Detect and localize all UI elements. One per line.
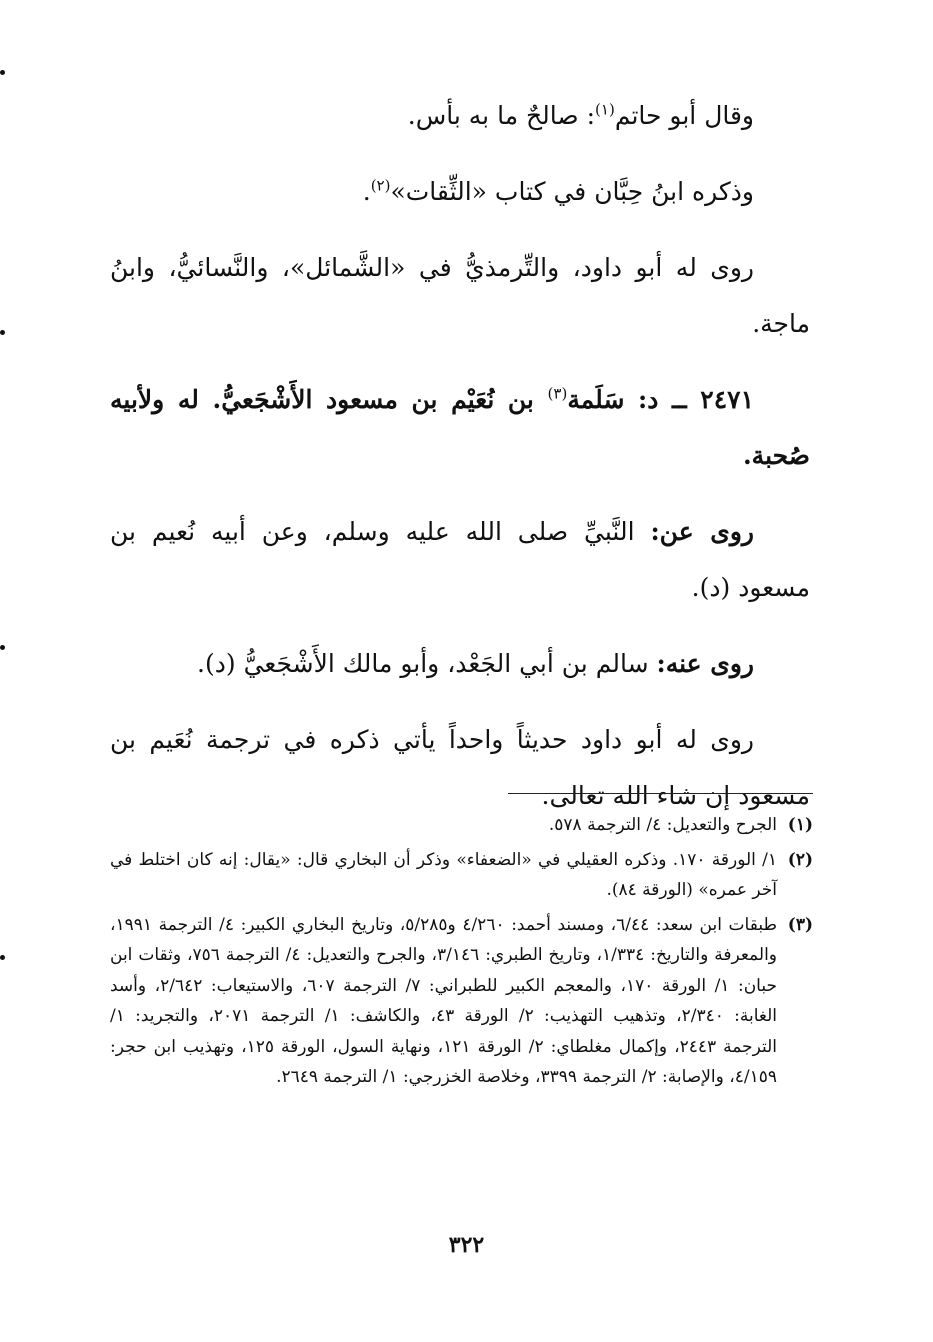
footnote-separator [508,793,813,794]
entry-heading-2471: ٢٤٧١ ــ د: سَلَمة$^{(٣)}$ بن نُعَيْم بن مسعود الأَشْجَعيُّ. له ولأبيه صُحبة. [110,384,810,470]
footnote-1: (١) الجرح والتعديل: ٤/ الترجمة ٥٧٨. [548,815,813,835]
paragraph-abu-hatim: وقال أبو حاتم$^{(١)}$: صالحٌ ما به بأس. [407,100,754,130]
paragraph-narrated-from: روى عن: النَّبيِّ صلى الله عليه وسلم، وعن أبيه نُعيم بن مسعود (د). [110,517,810,602]
entry-number: ٢٤٧١ ــ د: سَلَمة [567,385,755,414]
paragraph-narrated-by: روى عنه: سالم بن أبي الجَعْد، وأبو مالك الأَشْجَعيُّ (د). [197,649,754,678]
footnote-2: (٢) ١/ الورقة ١٧٠. وذكره العقيلي في «الضعفاء» وذكر أن البخاري قال: «يقال: إنه كان اختلط في آخر عمره» (الورقة ٨٤). [110,849,813,900]
footnotes [110,810,813,1097]
scan-mark [0,955,5,960]
scan-mark [0,70,5,75]
scan-mark [0,645,5,650]
main-text [110,88,810,824]
footnote-3: (٣) طبقات ابن سعد: ٦/٤٤، ومسند أحمد: ٤/٢٦٠ و٥/٢٨٥، وتاريخ البخاري الكبير: ٤/ الترجمة ١٩٩١، والمعرفة والتاريخ: ١/٣٣٤، وتاريخ الطبري: ٣/١٤٦، والجرح والتعديل: ٤/ الترجمة ٧٥٦، وثقات ابن حبان: ١/ الورقة ١٧٠، والمعجم الكبير للطبراني: ٧/ الترجمة ٦٠٧، والاستيعاب: ٢/٦٤٢، وأسد الغابة: ٢/٣٤٠، وتذهيب التهذيب: ٢/ الورقة ٤٣، والكاشف: ١/ الترجمة ٢٠٧١، والتجريد: ١/ الترجمة ٢٤٤٣، وإكمال مغلطاي: ٢/ الورقة ١٢١، ونهاية السول، الورقة ١٢٥، وتهذيب ابن حجر: ٤/١٥٩، والإصابة: ٢/ الترجمة ٣٣٩٩، وخلاصة الخزرجي: ١/ الترجمة ٢٦٤٩. [110,914,813,1087]
page-number: ٣٢٢ [448,1232,485,1258]
paragraph-ibn-hibban: وذكره ابنُ حِبَّان في كتاب «الثِّقات»$^{(٢)}$. [362,176,754,206]
footnote-ref-3: (٣) [547,384,568,403]
paragraph-narrators-list: روى له أبو داود، والتِّرمذيُّ في «الشَّمائل»، والنَّسائيُّ، وابنُ ماجة. [110,253,810,338]
scan-mark [0,330,5,335]
footnote-ref-2: (٢) [370,176,391,195]
footnote-ref-1: (١) [595,100,615,119]
paragraph-abu-dawud-hadith: روى له أبو داود حديثاً واحداً يأتي ذكره في ترجمة نُعَيم بن مسعود إن شاء الله تعالى. [110,725,810,810]
